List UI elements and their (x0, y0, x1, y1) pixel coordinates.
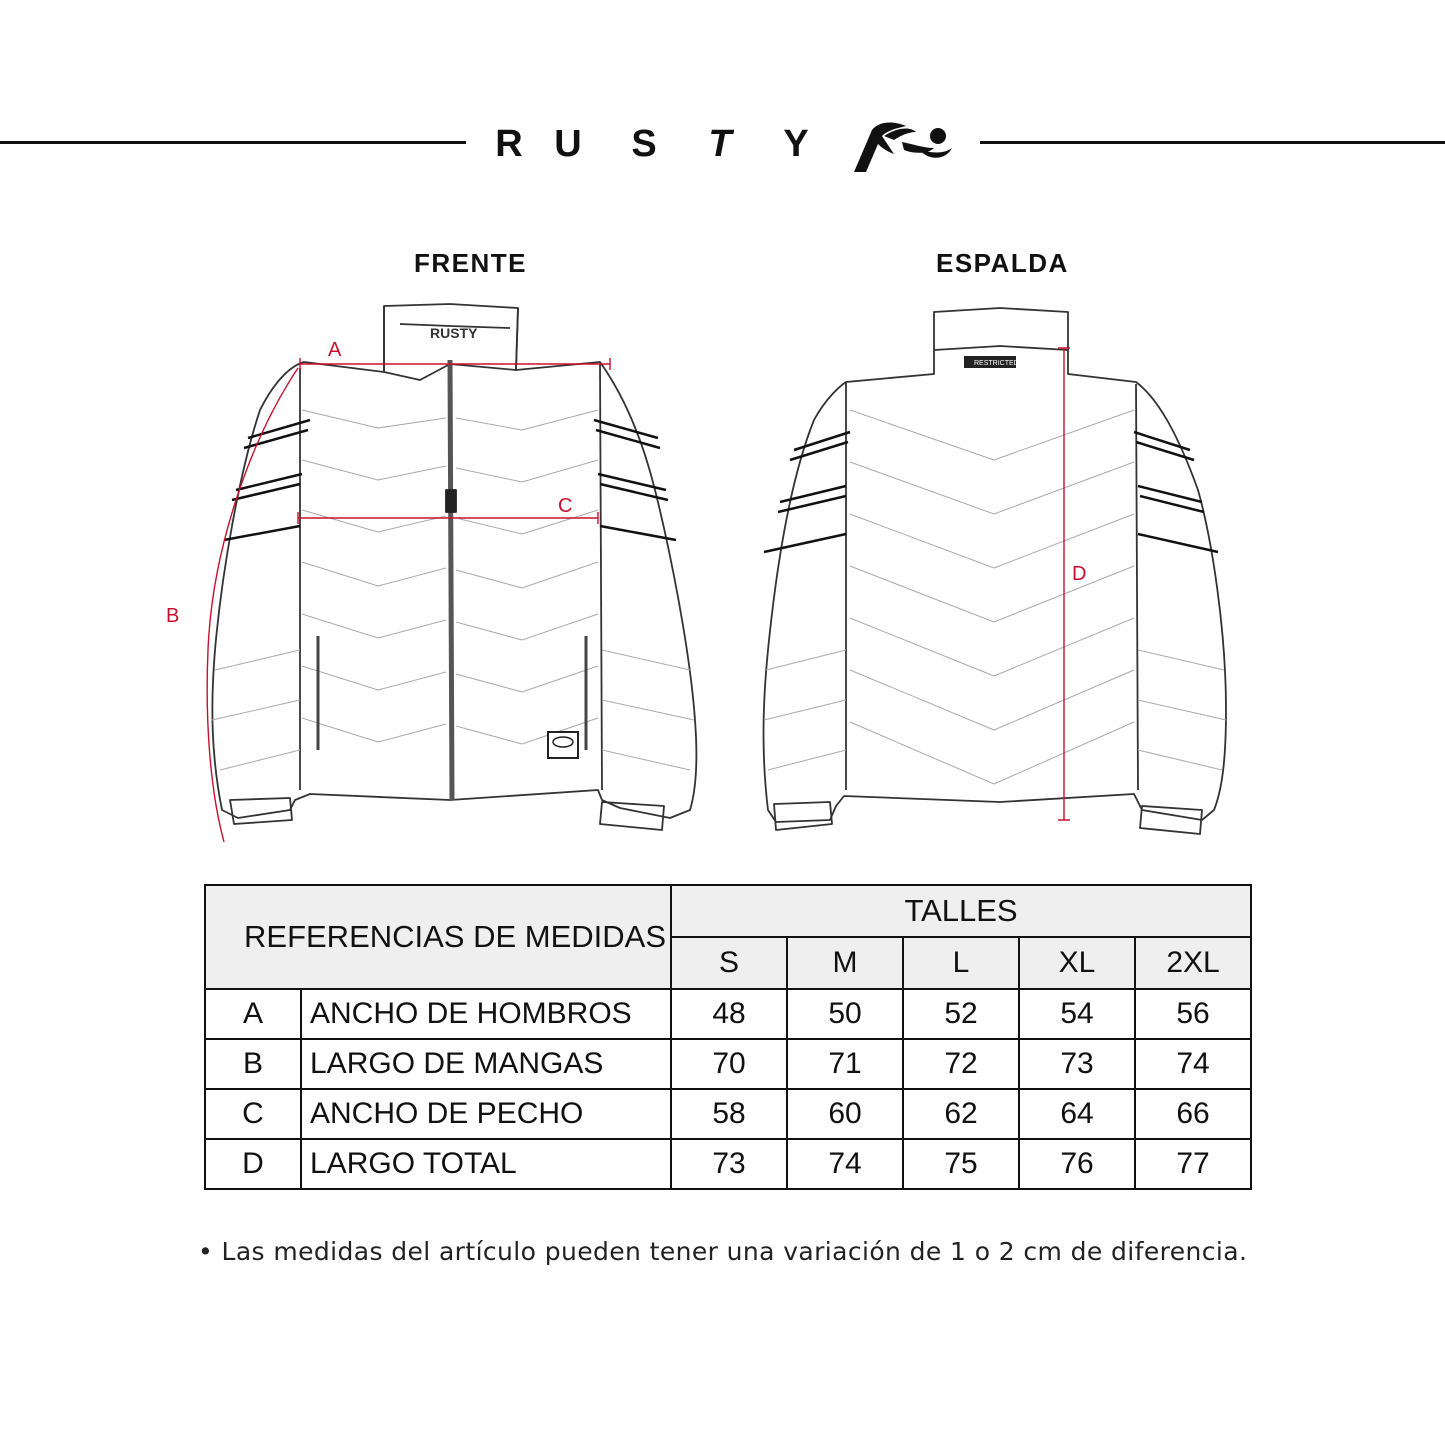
row-code: B (205, 1039, 301, 1089)
collar-print-text: RUSTY (430, 325, 478, 341)
header-rule-left (0, 141, 466, 144)
jacket-back-drawing (750, 290, 1250, 860)
table-row (205, 1139, 1251, 1189)
brand-letter: Y (783, 122, 809, 165)
row-label: ANCHO DE HOMBROS (301, 989, 671, 1039)
chest-patch-icon (548, 732, 578, 758)
brand-letter: R (495, 122, 523, 165)
sizes-header: TALLES (671, 885, 1251, 937)
back-view-title: ESPALDA (936, 248, 1069, 278)
measure-line-b (207, 368, 298, 842)
measure-label-c: C (558, 495, 573, 517)
size-value: 52 (903, 989, 1019, 1039)
rusty-logo-icon (848, 114, 958, 176)
size-value: 62 (903, 1089, 1019, 1139)
size-value: 64 (1019, 1089, 1135, 1139)
size-value: 74 (1135, 1039, 1251, 1089)
size-header-cell: M (787, 937, 903, 989)
size-value: 76 (1019, 1139, 1135, 1189)
size-value: 73 (671, 1139, 787, 1189)
variation-note: • Las medidas del artículo pueden tener una variación de 1 o 2 cm de diferencia. (198, 1237, 1248, 1266)
size-header-cell: 2XL (1135, 937, 1251, 989)
size-value: 54 (1019, 989, 1135, 1039)
size-value: 70 (671, 1039, 787, 1089)
size-value: 75 (903, 1139, 1019, 1189)
size-value: 77 (1135, 1139, 1251, 1189)
measure-label-b: B (166, 605, 180, 627)
table-row (205, 1039, 1251, 1089)
row-code: D (205, 1139, 301, 1189)
back-label-text: RESTRICTED (974, 360, 1019, 367)
row-code: C (205, 1089, 301, 1139)
size-value: 50 (787, 989, 903, 1039)
size-value: 73 (1019, 1039, 1135, 1089)
size-value: 60 (787, 1089, 903, 1139)
size-chart-table (204, 884, 1252, 1190)
size-value: 66 (1135, 1089, 1251, 1139)
size-header-cell: S (671, 937, 787, 989)
size-header-cell: L (903, 937, 1019, 989)
table-row (205, 989, 1251, 1039)
brand-letter: U (554, 122, 582, 165)
row-label: ANCHO DE PECHO (301, 1089, 671, 1139)
row-code: A (205, 989, 301, 1039)
table-row (205, 1089, 1251, 1139)
brand-letter: S (631, 122, 657, 165)
size-value: 48 (671, 989, 787, 1039)
measure-label-d: D (1072, 563, 1087, 585)
size-value: 72 (903, 1039, 1019, 1089)
reference-header: REFERENCIAS DE MEDIDAS (205, 885, 671, 989)
size-value: 71 (787, 1039, 903, 1089)
size-header-cell: XL (1019, 937, 1135, 989)
row-label: LARGO TOTAL (301, 1139, 671, 1189)
size-value: 58 (671, 1089, 787, 1139)
jacket-front-drawing (150, 290, 710, 860)
size-value: 56 (1135, 989, 1251, 1039)
brand-letter: T (708, 122, 732, 165)
size-value: 74 (787, 1139, 903, 1189)
row-label: LARGO DE MANGAS (301, 1039, 671, 1089)
header-rule-right (980, 141, 1445, 144)
front-view-title: FRENTE (414, 248, 527, 278)
measure-label-a: A (328, 339, 342, 361)
brand-wordmark (488, 118, 838, 170)
